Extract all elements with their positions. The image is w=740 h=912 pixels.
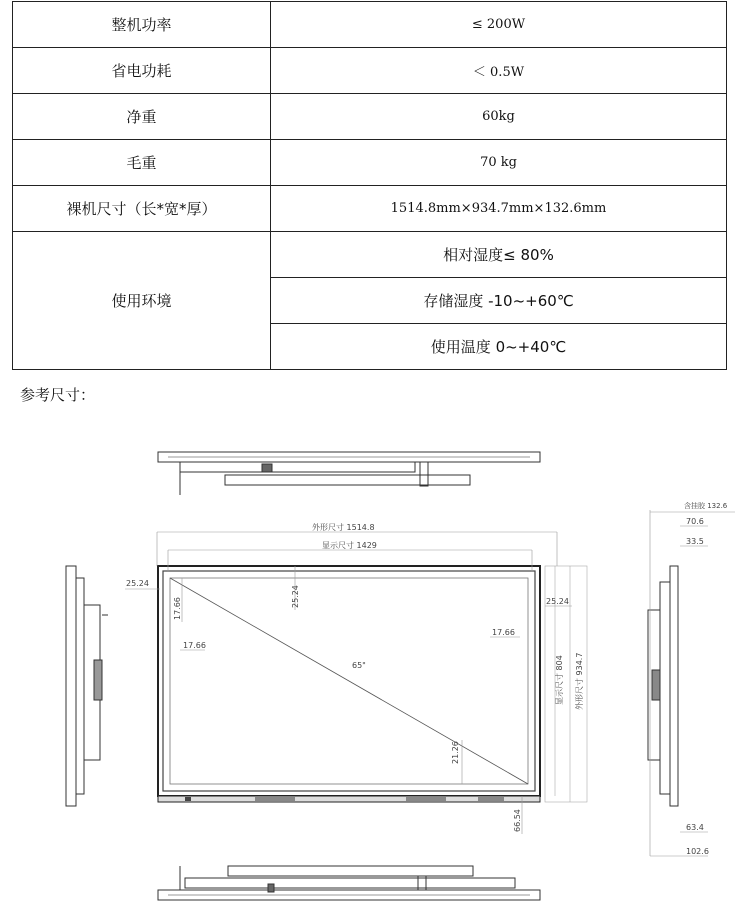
dim-label: 63.4 — [686, 823, 704, 832]
dim-label: 17.66 — [492, 628, 515, 637]
outer-height-label: 外形尺寸 934.7 — [575, 652, 584, 710]
reference-size-caption: 参考尺寸： — [20, 386, 96, 404]
spec-value: 1514.8mm×934.7mm×132.6mm — [271, 186, 727, 232]
dim-label: 25.24 — [126, 579, 149, 588]
spec-value: 70 kg — [271, 140, 727, 186]
spec-row-net-weight — [13, 94, 727, 140]
dim-label: 含挂胶 132.6 — [684, 502, 728, 510]
top-view — [158, 452, 540, 495]
spec-value: 60kg — [271, 94, 727, 140]
diagonal-label: 65" — [352, 661, 366, 670]
dim-label: 17.66 — [173, 597, 182, 620]
display-width-label: 显示尺寸 1429 — [322, 541, 377, 550]
spec-label: 省电功耗 — [13, 48, 271, 94]
dim-label: 33.5 — [686, 537, 704, 546]
dim-label: 66.54 — [513, 809, 522, 832]
spec-row-power — [13, 2, 727, 48]
outer-width-label: 外形尺寸 1514.8 — [312, 523, 375, 532]
spec-row-standby — [13, 48, 727, 94]
spec-label: 整机功率 — [13, 2, 271, 48]
dim-label: 25.24 — [546, 597, 569, 606]
right-side-view — [648, 510, 735, 856]
spec-row-dimensions — [13, 186, 727, 232]
dim-label: 102.6 — [686, 847, 709, 856]
left-side-view — [66, 566, 108, 806]
bottom-view — [158, 866, 540, 900]
spec-row-gross-weight — [13, 140, 727, 186]
spec-value: ≤ 200W — [271, 2, 727, 48]
spec-value-operating: 使用温度 0~+40℃ — [271, 324, 727, 370]
dimension-drawing — [0, 400, 740, 912]
front-view-labels — [126, 522, 584, 832]
dim-label: 70.6 — [686, 517, 704, 526]
spec-value-storage: 存储湿度 -10~+60℃ — [271, 278, 727, 324]
spec-label: 裸机尺寸（长*宽*厚） — [13, 186, 271, 232]
spec-table — [12, 1, 727, 370]
spec-label: 毛重 — [13, 140, 271, 186]
right-side-labels — [684, 501, 728, 856]
front-view — [125, 532, 587, 834]
spec-value: ＜ 0.5W — [271, 48, 727, 94]
spec-label: 净重 — [13, 94, 271, 140]
display-height-label: 显示尺寸 804 — [555, 655, 564, 705]
spec-label-environment: 使用环境 — [13, 232, 271, 370]
dim-label: 21.26 — [451, 741, 460, 764]
spec-value-humidity: 相对湿度≤ 80% — [271, 232, 727, 278]
dim-label: 17.66 — [183, 641, 206, 650]
spec-row-environment — [13, 232, 727, 278]
dim-label: 25.24 — [291, 585, 300, 608]
